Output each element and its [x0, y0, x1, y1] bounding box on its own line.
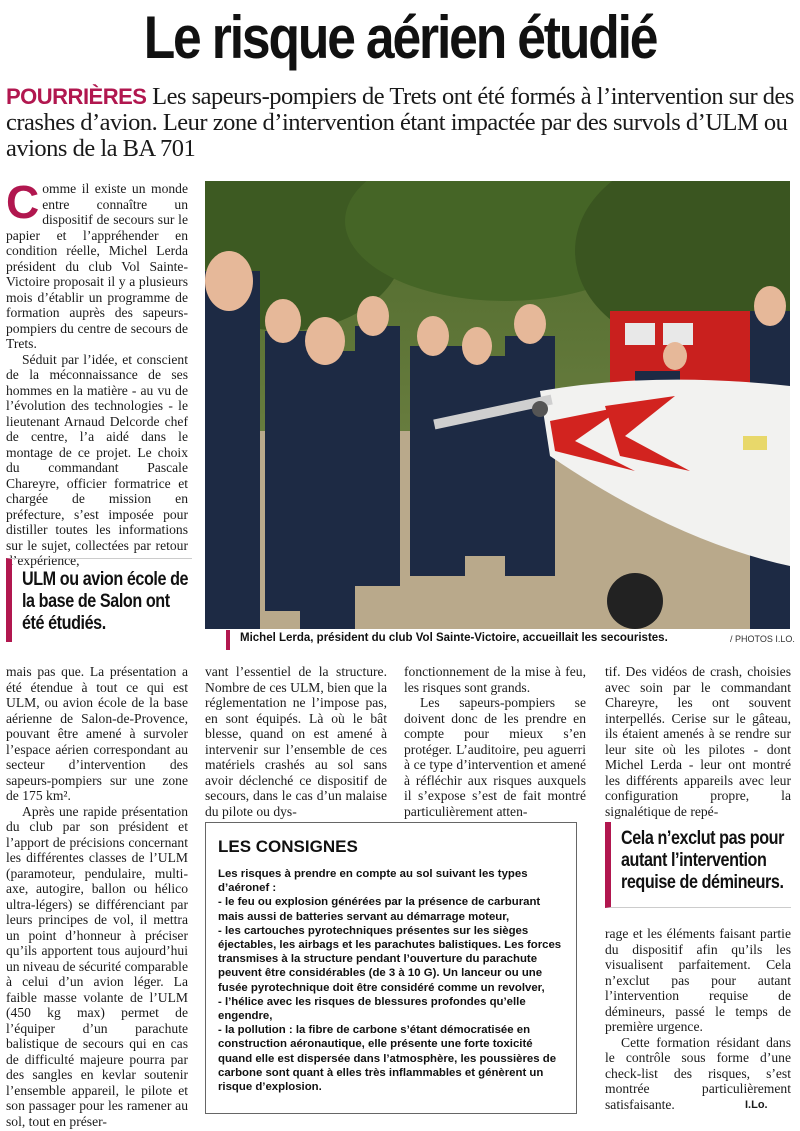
- pull-quote-2-text: Cela n’exclut pas pour autant l’intervention requise de démineurs.: [621, 828, 784, 893]
- consignes-intro: Les risques à prendre en compte au sol suivant les types d’aéronef :: [218, 868, 528, 895]
- paragraph-9: rage et les éléments faisant partie du dispositif afin qu’ils les visualisent parfaitement. Cela n’exclut pas pour autant l’intervention requise de démineurs, passé le temps de première urgence.: [605, 926, 791, 1034]
- firefighters-plane-photo: [205, 181, 790, 629]
- paragraph-5: vant l’essentiel de la structure. Nombre de ces ULM, bien que la réglementation ne l’impose pas, en sont équipés. Là où le bât blesse, quand on est amené à intervenir sur l’ensemble de ces matériels crashés au sol sans avoir déclenché ce dispositif de secours, dans le cas d’un malaise du pilote ou dys-: [205, 664, 387, 819]
- consignes-title: LES CONSIGNES: [218, 837, 358, 856]
- article-column-1-bottom: [6, 664, 188, 1129]
- paragraph-10: Cette formation résidant dans le contrôle sous forme d’une check-list des risques, s’est montrée particulièrement satisfaisante.: [605, 1034, 791, 1112]
- article-photo: [205, 181, 790, 629]
- consignes-item: - le feu ou explosion générées par la présence de carburant mais aussi de batteries servant au démarrage moteur,: [218, 896, 541, 923]
- consignes-item: - les cartouches pyrotechniques présentes sur les sièges éjectables, les airbags et les parachutes balistiques. Les forces transmises à la structure pendant l’ouverture du parachute peuvent être considérables (de 3 à 10 G). Un lanceur ou une fusée pyrotechnique doit être considéré comme un revolver,: [218, 924, 562, 994]
- paragraph-8: tif. Des vidéos de crash, choisies avec soin par le commandant Chareyre, les ont souvent interpellés. Cerise sur le gâteau, ils étaient amenés à se rendre sur leur site où les pilotes - dont Michel Lerda - leur ont montré les différents appareils avec leur configuration propre, la signalétique de repé-: [605, 664, 791, 819]
- pull-quote-1: [6, 558, 192, 642]
- author-signature: I.Lo.: [745, 1099, 768, 1111]
- paragraph-1: omme il existe un monde entre connaître un dispositif de secours sur le papier et l’appréhender en condition réelle, Michel Lerda président du club Vol Sainte-Victoire proposait il y a plusieurs mois d’établir un programme de formation auprès des sapeurs-pompiers du centre de secours de Trets.: [6, 181, 188, 351]
- paragraph-2: Séduit par l’idée, et conscient de la méconnaissance de ses hommes en la matière - au vu de l’évolution des technologies - le lieutenant Arnaud Delcorde chef de centre, l’a aidé dans le montage de ce projet. Le choix du commandant Pascale Chareyre, officier formatrice et chargée de mission en préfecture, s’est imposée pour distiller toutes les informations sur le sujet, collectées par retour d’expérience,: [6, 351, 188, 568]
- consignes-item: - l’hélice avec les risques de blessures profondes qu’elle engendre,: [218, 995, 526, 1023]
- article-column-2: [205, 664, 387, 819]
- article-column-4-bottom: [605, 926, 791, 1112]
- pull-quote-1-text: ULM ou avion école de la base de Salon ont été étudiés.: [22, 569, 189, 634]
- caption-accent-bar: [226, 630, 230, 650]
- paragraph-7: Les sapeurs-pompiers se doivent donc de les prendre en compte pour mieux s’en protéger. L’auditoire, peu aguerri à ce type d’intervention et amené à réfléchir aux risques auxquels il s’expose s’est de fait montré particulièrement atten-: [404, 695, 586, 819]
- pull-quote-2: [605, 822, 791, 908]
- article-column-4-top: [605, 664, 791, 819]
- consignes-body: [218, 867, 564, 1094]
- paragraph-4: Après une rapide présentation du club par son président et l’apport de précisions concernant les différentes classes de l’ULM (paramoteur, pendulaire, multi-axe, autogire, ballon ou hélico ultra-légers) se différenciant par leurs principes de vol, il mettra un point d’honneur à préciser qu’ils apportent tous aujourd’hui un niveau de sécurité comparable à celui d’un avion léger. La faible masse volante de l’ULM (450 kg max) permet de l’équiper d’un parachute balistique de secours qui en cas de difficulté majeure pourra par des sangles en kevlar soutenir l’ensemble appareil, le pilote et son passager pour les ramener au sol, tout en préser-: [6, 803, 188, 1129]
- article-column-1-top: [6, 176, 188, 569]
- lede-text: Les sapeurs-pompiers de Trets ont été formés à l’intervention sur des crashes d’avion. Leur zone d’intervention étant impactée par des survols d’ULM ou avions de la BA 701: [6, 83, 794, 162]
- kicker: POURRIÈRES: [6, 84, 147, 109]
- article-column-3: [404, 664, 586, 819]
- paragraph-3: mais pas que. La présentation a été étendue à tout ce qui est ULM, ou avion école de la base aérienne de Salon-de-Provence, pouvant être amené à survoler l’espace aérien correspondant au secteur d’intervention des sapeurs-pompiers sur une zone de 175 km².: [6, 664, 188, 803]
- paragraph-6: fonctionnement de la mise à feu, les risques sont grands.: [404, 664, 586, 695]
- lede: [6, 84, 796, 162]
- headline: Le risque aérien étudié: [143, 4, 657, 71]
- consignes-item: - la pollution : la fibre de carbone s’étant démocratisée en construction aéronautique, elle présente une forte toxicité quand elle est dispersée dans l’atmosphère, les poussières de carbone sont quant à elles très inflammables et génèrent un risque d’explosion.: [218, 1024, 557, 1094]
- photo-credit: / PHOTOS I.LO.: [730, 634, 795, 644]
- photo-caption: Michel Lerda, président du club Vol Sainte-Victoire, accueillait les secouristes.: [240, 632, 668, 644]
- consignes-box: [205, 822, 577, 1114]
- dropcap: C: [6, 176, 40, 228]
